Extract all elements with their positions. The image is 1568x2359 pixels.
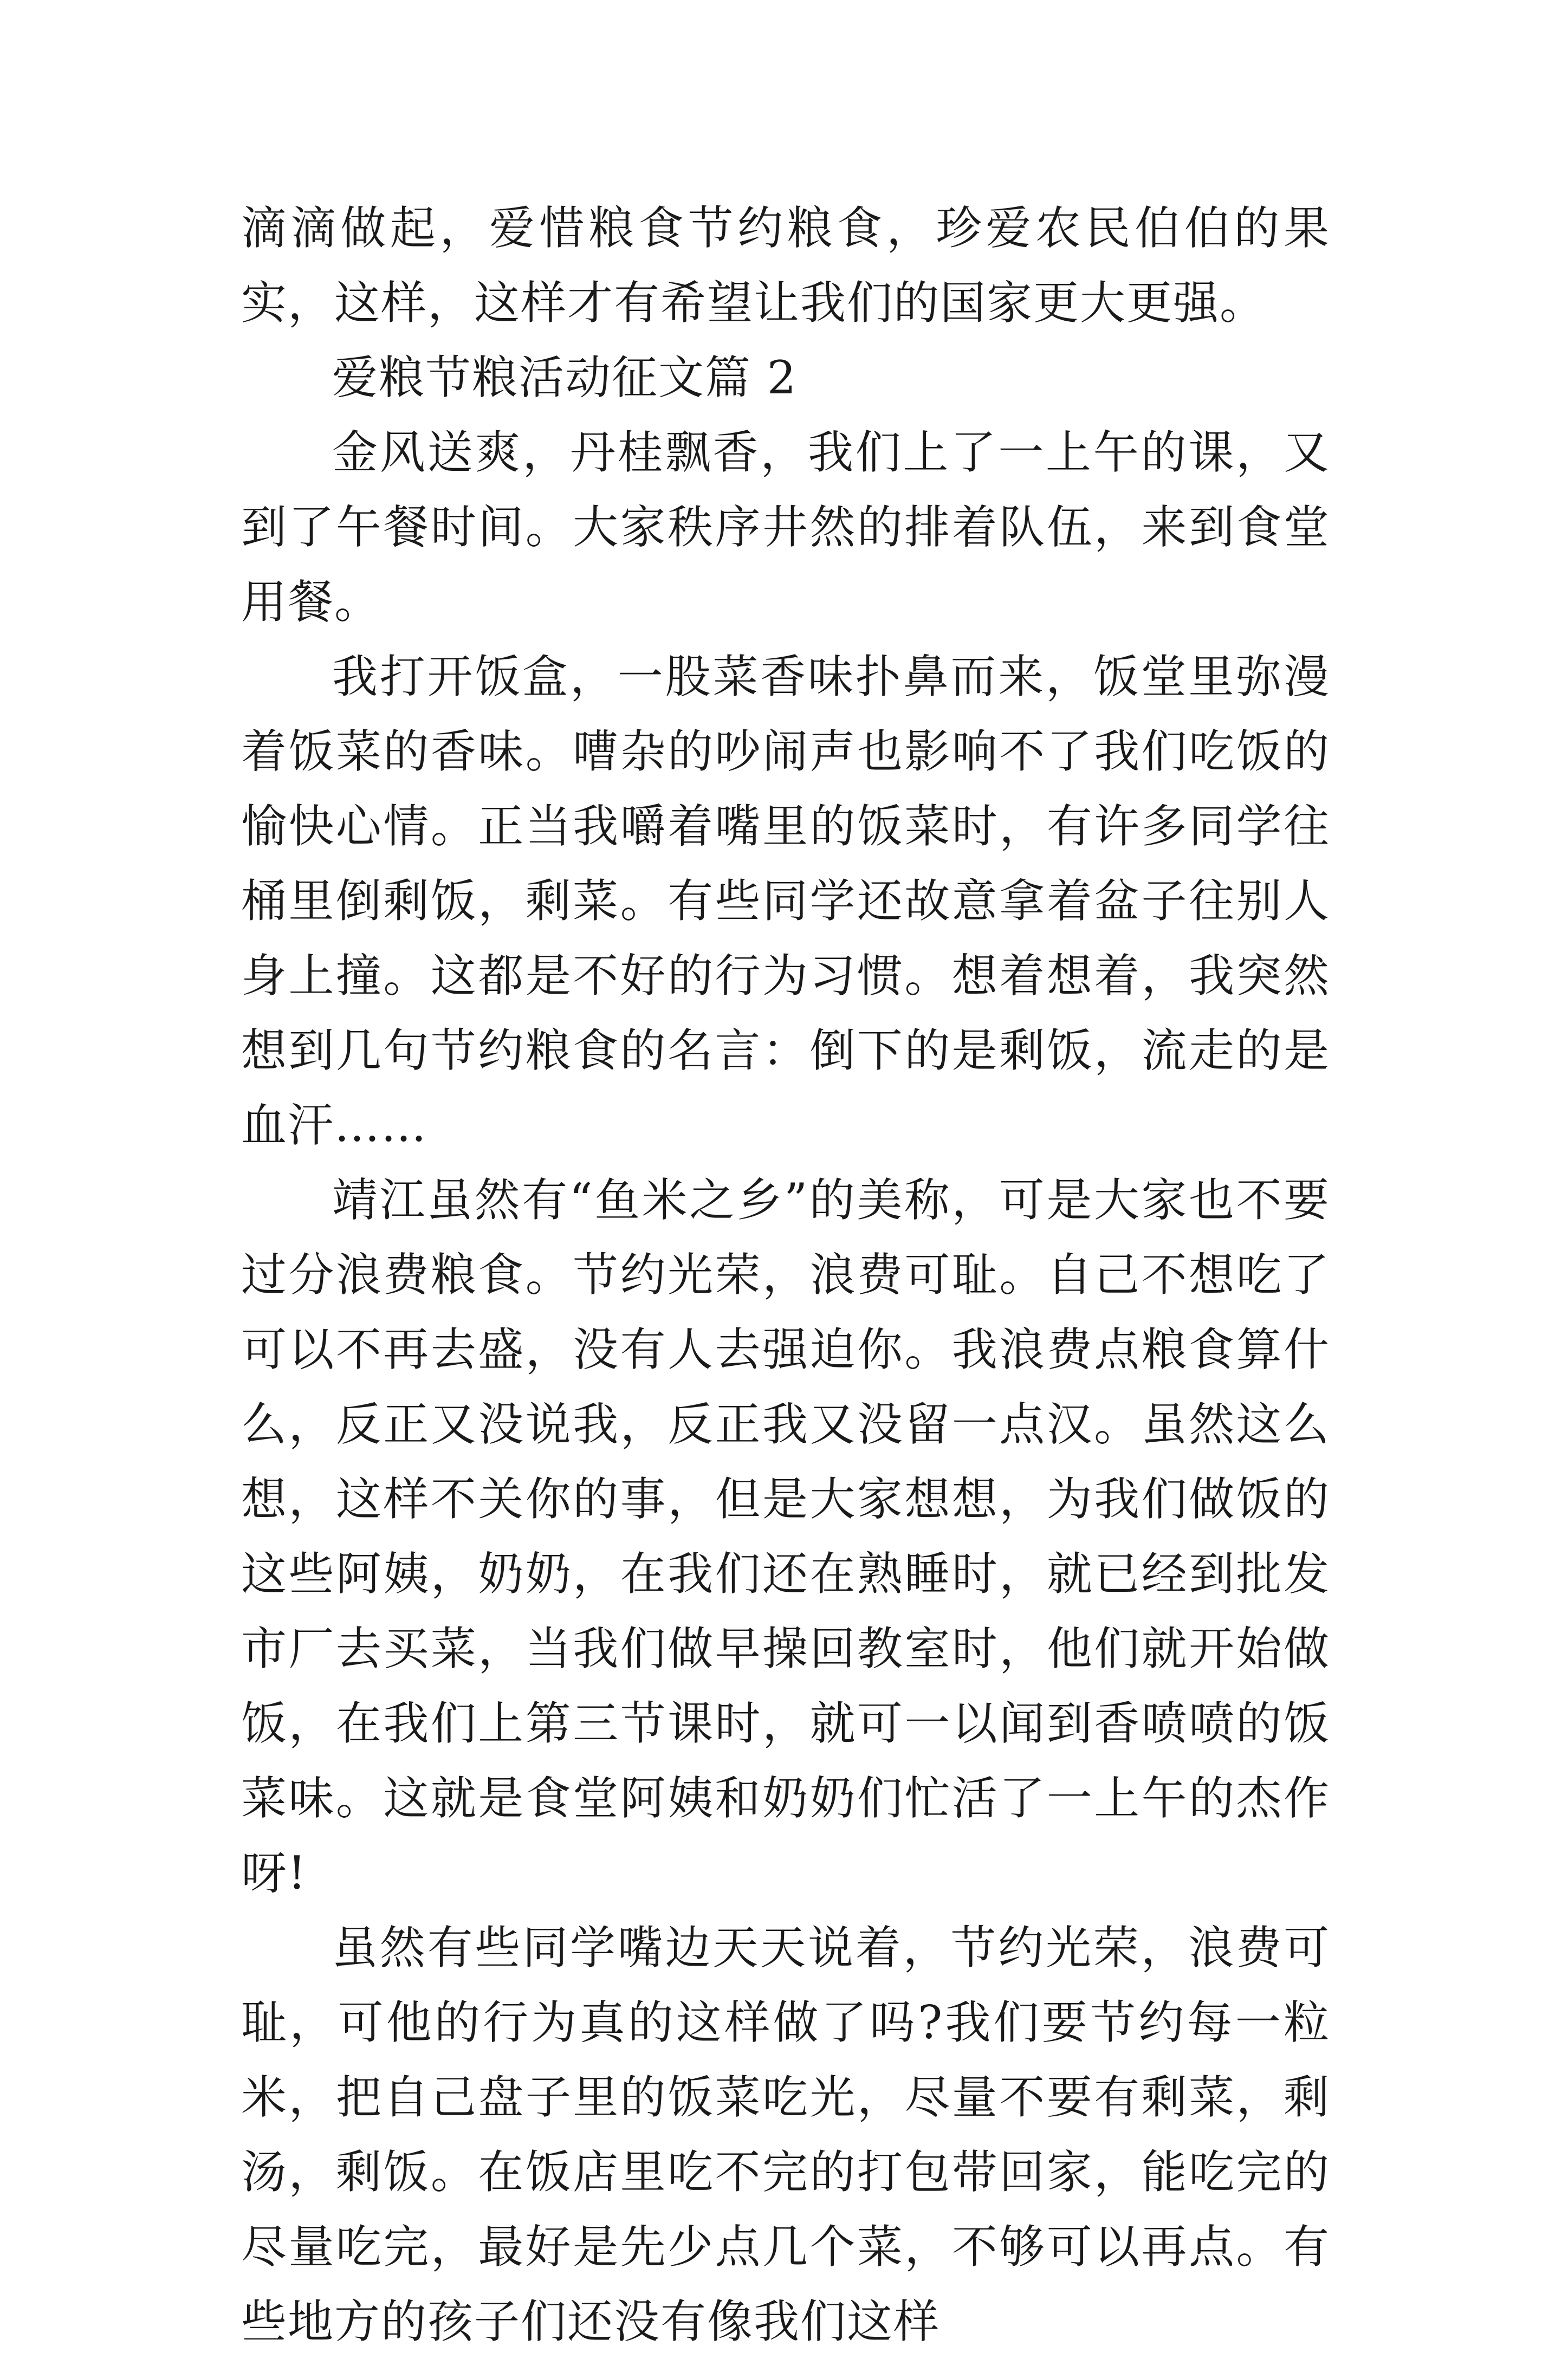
paragraph-continuation: 滴滴做起，爱惜粮食节约粮食，珍爱农民伯伯的果实，这样，这样才有希望让我们的国家更大更强。 <box>241 202 1330 329</box>
section-heading: 爱粮节粮活动征文篇 2 <box>332 351 798 404</box>
document-body <box>241 191 1330 2359</box>
paragraph: 靖江虽然有“鱼米之乡”的美称，可是大家也不要过分浪费粮食。节约光荣，浪费可耻。自己不想吃了可以不再去盛，没有人去强迫你。我浪费点粮食算什么，反正又没说我，反正我又没留一点汉。虽然这么想，这样不关你的事，但是大家想想，为我们做饭的这些阿姨，奶奶，在我们还在熟睡时，就已经到批发市厂去买菜，当我们做早操回教室时，他们就开始做饭，在我们上第三节课时，就可一以闻到香喷喷的饭菜味。这就是食堂阿姨和奶奶们忙活了一上午的杰作呀! <box>241 1174 1330 1900</box>
paragraph: 我打开饭盒，一股菜香味扑鼻而来，饭堂里弥漫着饭菜的香味。嘈杂的吵闹声也影响不了我们吃饭的愉快心情。正当我嚼着嘴里的饭菜时，有许多同学往桶里倒剩饭，剩菜。有些同学还故意拿着盆子往别人身上撞。这都是不好的行为习惯。想着想着，我突然想到几句节约粮食的名言：倒下的是剩饭，流走的是血汗…… <box>241 650 1330 1152</box>
paragraph: 金风送爽，丹桂飘香，我们上了一上午的课，又到了午餐时间。大家秩序井然的排着队伍，来到食堂用餐。 <box>241 426 1330 628</box>
paragraph: 虽然有些同学嘴边天天说着，节约光荣，浪费可耻，可他的行为真的这样做了吗?我们要节约每一粒米，把自己盘子里的饭菜吃光，尽量不要有剩菜，剩汤，剩饭。在饭店里吃不完的打包带回家，能吃完的尽量吃完，最好是先少点几个菜，不够可以再点。有些地方的孩子们还没有像我们这样 <box>241 1921 1330 2348</box>
